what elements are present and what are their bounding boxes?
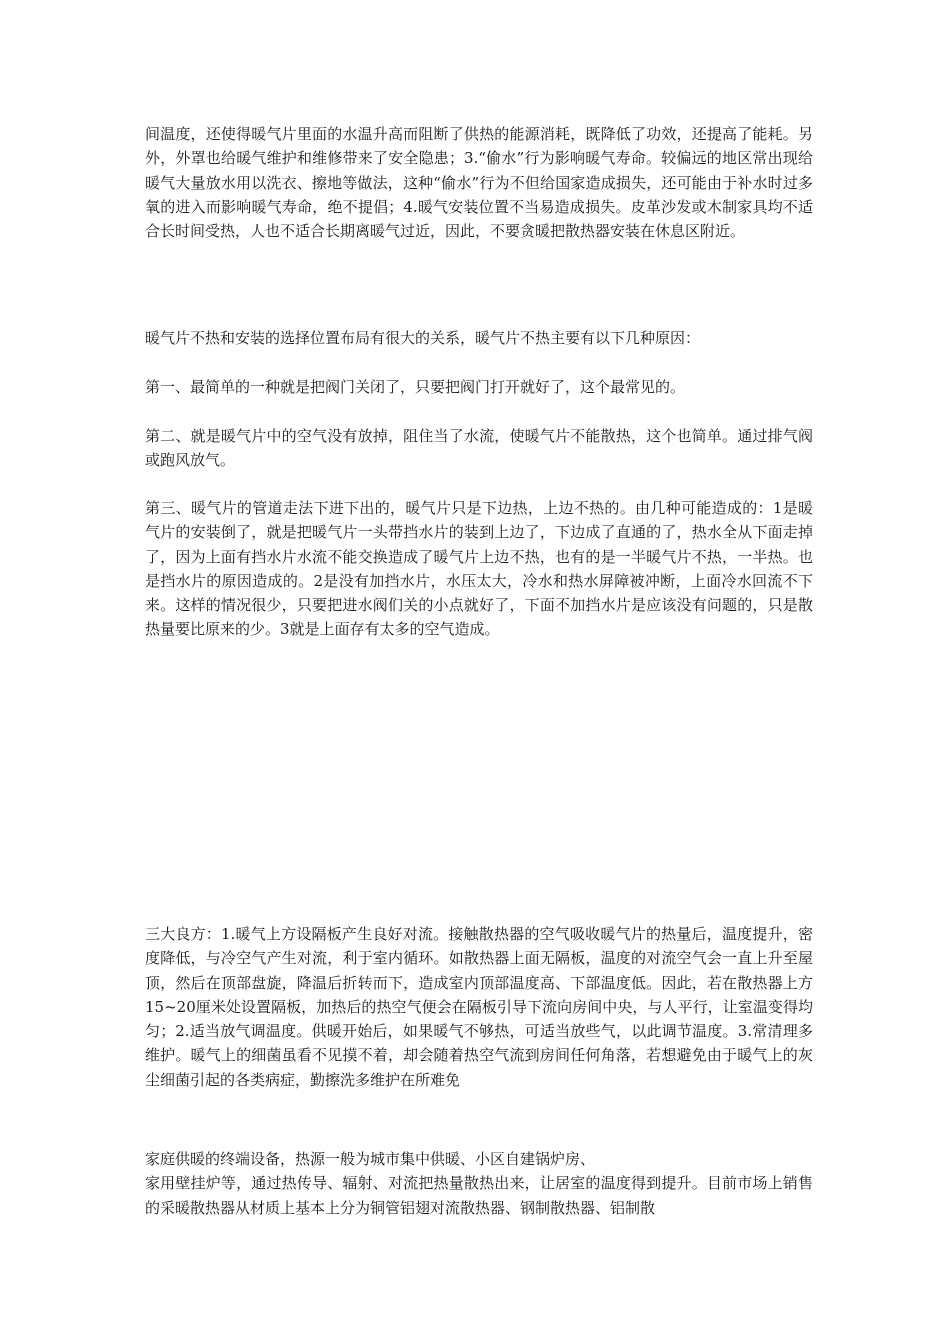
paragraph-radiator-not-hot-intro: 暖气片不热和安装的选择位置布局有很大的关系，暖气片不热主要有以下几种原因： xyxy=(145,329,701,347)
paragraph-heating-terminal-devices: 家庭供暖的终端设备，热源一般为城市集中供暖、小区自建锅炉房、 家用壁挂炉等，通过热传导、辐射、对流把热量散热出来，让居室的温度得到提升。目前市场上销售的采暖散热器从材质上基本上分为铜管铝翅对流散热器、钢制散热器、铝制散 xyxy=(145,1150,813,1217)
paragraph-radiator-cover-and-placement: 间温度，还使得暖气片里面的水温升高而阻断了供热的能源消耗，既降低了功效，还提高了能耗。另外，外罩也给暖气维护和维修带来了安全隐患；3.“偷水”行为影响暖气寿命。较偏远的地区常出现给暖气大量放水用以洗衣、擦地等做法，这种“偷水”行为不但给国家造成损失，还可能由于补水时过多氧的进入而影响暖气寿命，绝不提倡；4.暖气安装位置不当易造成损失。皮革沙发或木制家具均不适合长时间受热，人也不适合长期离暖气过近，因此，不要贪暖把散热器安装在休息区附近。 xyxy=(145,125,813,241)
paragraph-reason-three-piping: 第三、暖气片的管道走法下进下出的，暖气片只是下边热，上边不热的。由几种可能造成的：1是暖气片的安装倒了，就是把暖气片一头带挡水片的装到上边了，下边成了直通的了，热水全从下面走掉了，因为上面有挡水片水流不能交换造成了暖气片上边不热，也有的是一半暖气片不热，一半热。也是挡水片的原因造成的。2是没有加挡水片，水压太大，冷水和热水屏障被冲断，上面冷水回流不下来。这样的情况很少，只要把进水阀们关的小点就好了，下面不加挡水片是应该没有问题的，只是散热量要比原来的少。3就是上面存有太多的空气造成。 xyxy=(145,499,813,639)
paragraph-three-remedies: 三大良方：1.暖气上方设隔板产生良好对流。接触散热器的空气吸收暖气片的热量后，温度提升，密度降低，与冷空气产生对流，利于室内循环。如散热器上面无隔板，温度的对流空气会一直上升至屋顶，然后在顶部盘旋，降温后折转而下，造成室内顶部温度高、下部温度低。因此，若在散热器上方15~20厘米处设置隔板，加热后的热空气便会在隔板引导下流向房间中央，与人平行，让室温变得均匀；2.适当放气调温度。供暖开始后，如果暖气不够热，可适当放些气，以此调节温度。3.常清理多维护。暖气上的细菌虽看不见摸不着，却会随着热空气流到房间任何角落，若想避免由于暖气上的灰尘细菌引起的各类病症，勤擦洗多维护在所难免 xyxy=(145,925,813,1089)
paragraph-reason-two-air: 第二、就是暖气片中的空气没有放掉，阻住当了水流，使暖气片不能散热，这个也简单。通过排气阀或跑风放气。 xyxy=(145,427,813,470)
paragraph-reason-one-valve: 第一、最简单的一种就是把阀门关闭了，只要把阀门打开就好了，这个最常见的。 xyxy=(145,378,686,396)
